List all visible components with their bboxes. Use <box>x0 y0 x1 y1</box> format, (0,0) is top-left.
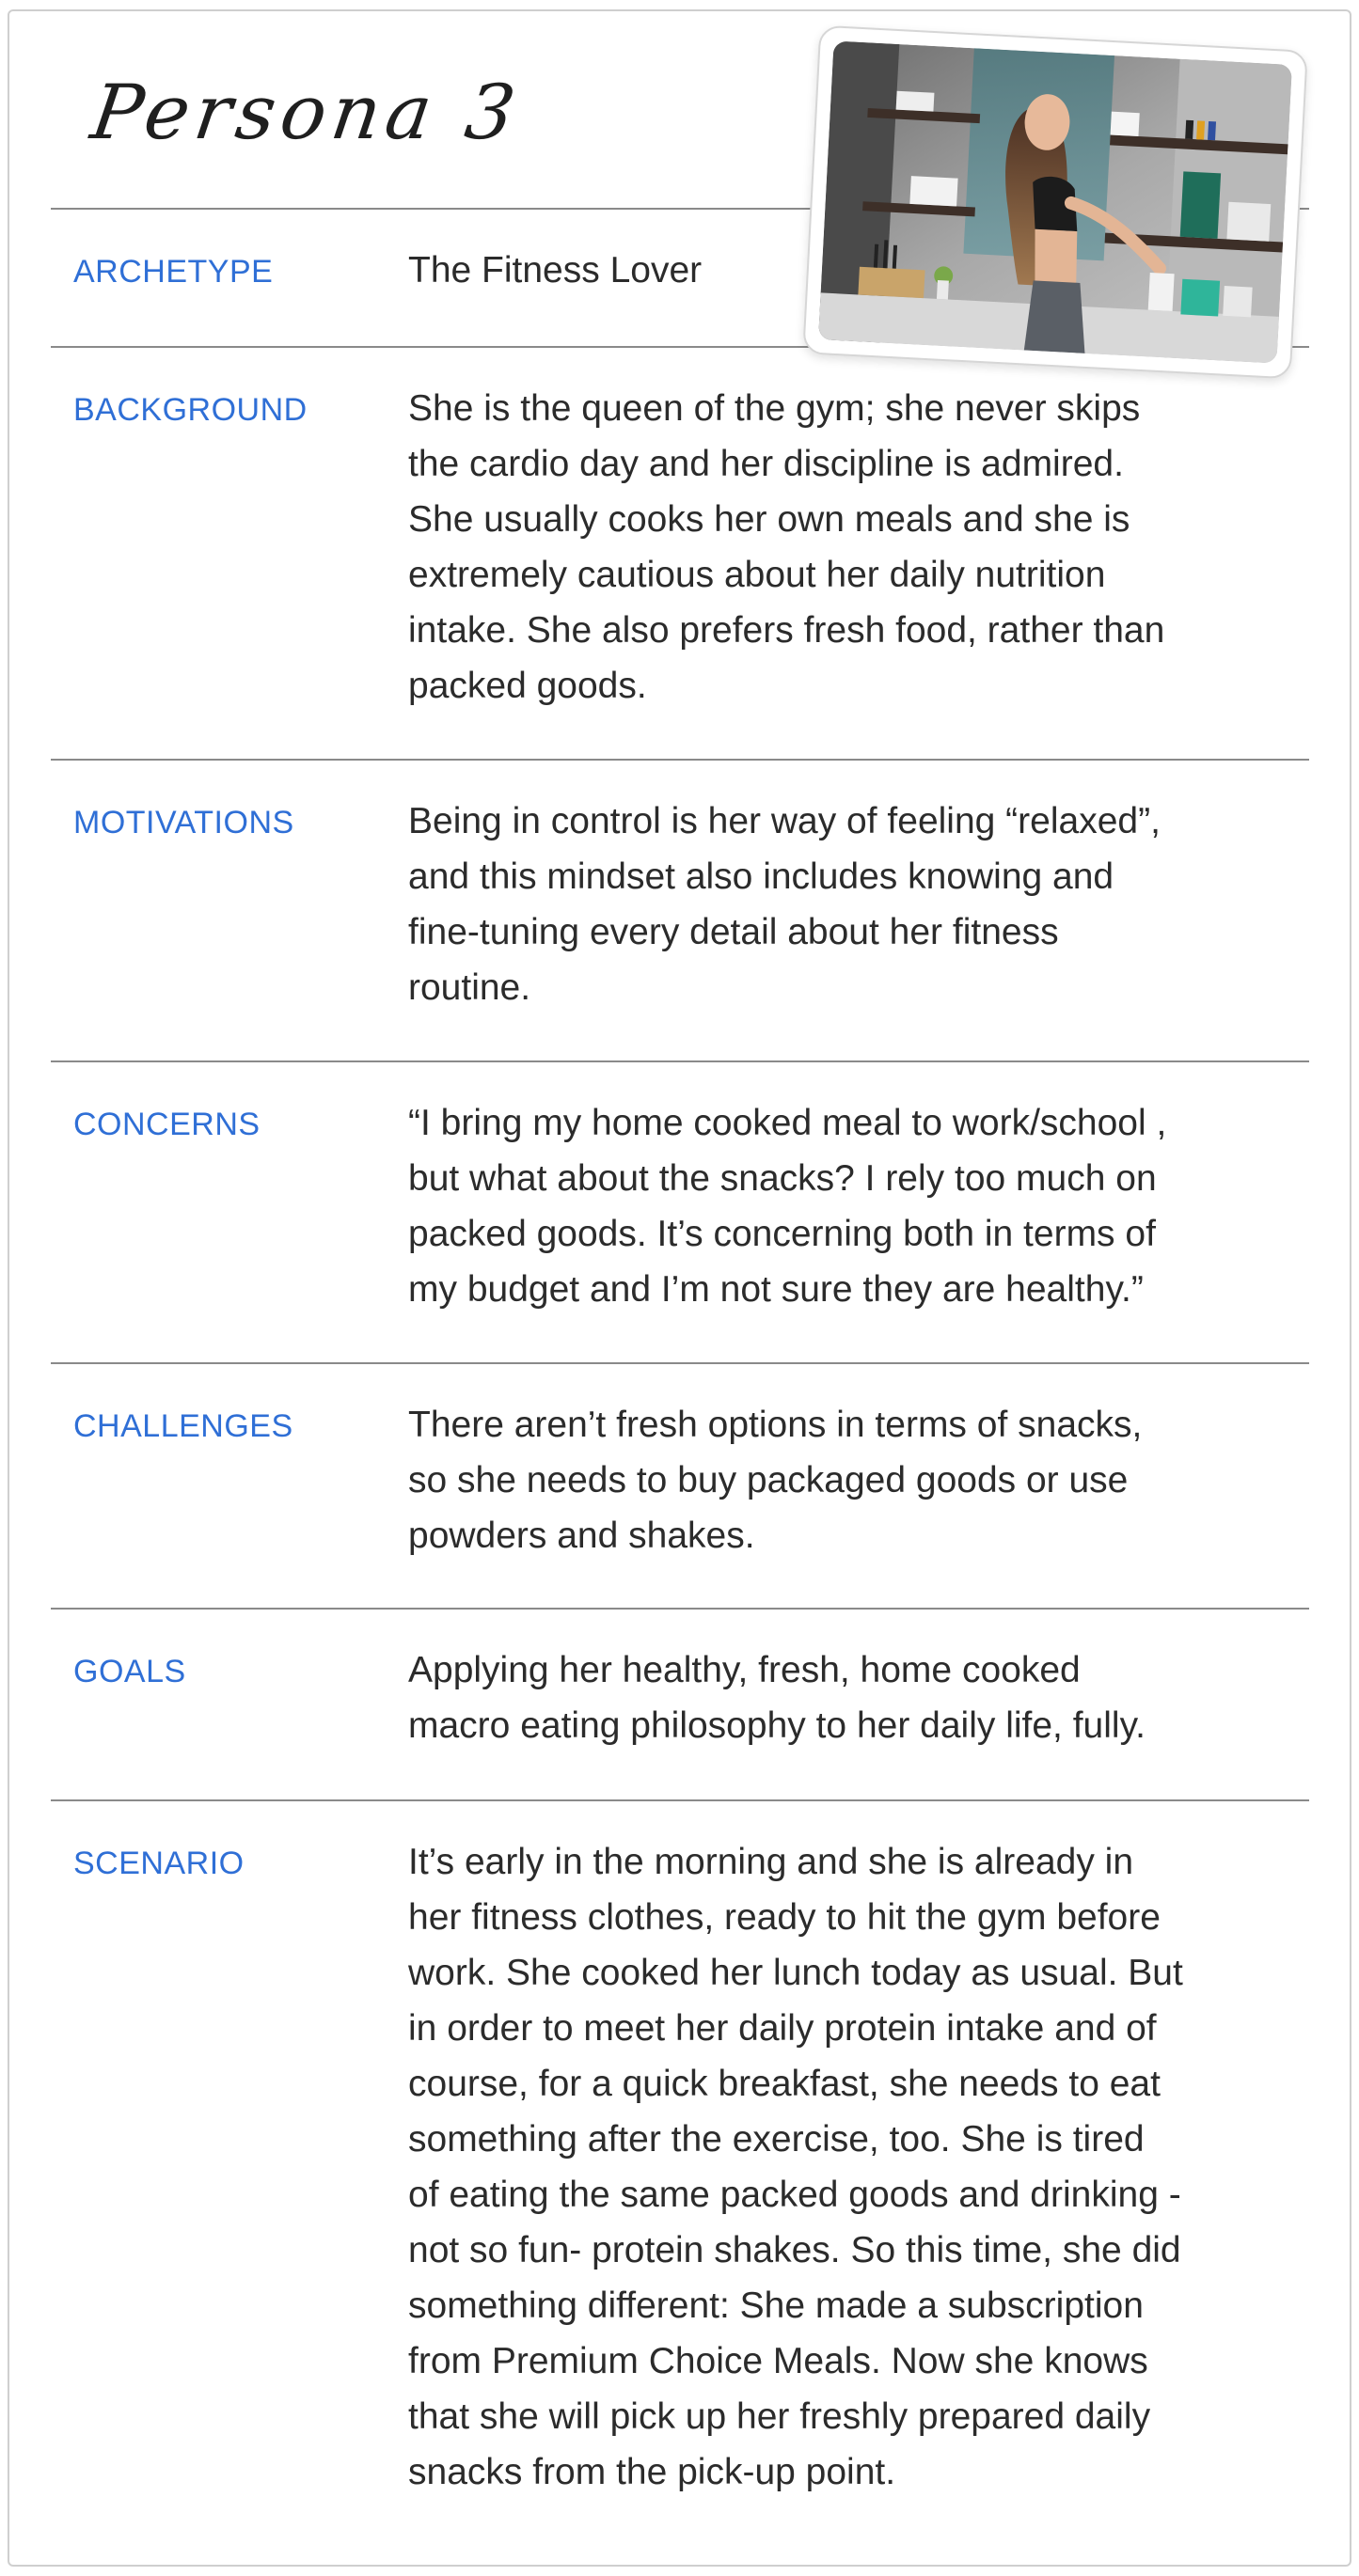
text-line: course, for a quick breakfast, she needs to eat <box>408 2064 1161 2104</box>
text-line: fine-tuning every detail about her fitness <box>408 912 1059 952</box>
text-line: powders and shakes. <box>408 1516 755 1556</box>
text-line: extremely cautious about her daily nutrition <box>408 555 1106 595</box>
text-line: packed goods. It’s concerning both in terms of <box>408 1214 1156 1254</box>
divider <box>51 1060 1309 1062</box>
row-label-challenges: CHALLENGES <box>73 1408 293 1444</box>
text-line: work. She cooked her lunch today as usual. But <box>408 1953 1183 1993</box>
text-line: from Premium Choice Meals. Now she knows <box>408 2341 1148 2381</box>
row-label-scenario: SCENARIO <box>73 1846 245 1881</box>
text-line: that she will pick up her freshly prepared daily <box>408 2396 1151 2437</box>
text-line: the cardio day and her discipline is admired. <box>408 444 1124 484</box>
row-label-concerns: CONCERNS <box>73 1107 261 1142</box>
row-value-motivations <box>408 793 1311 1015</box>
text-line: packed goods. <box>408 666 647 706</box>
text-line: snacks from the pick-up point. <box>408 2452 896 2492</box>
row-label-goals: GOALS <box>73 1654 186 1689</box>
text-line: Applying her healthy, fresh, home cooked <box>408 1650 1081 1690</box>
text-line: There aren’t fresh options in terms of snacks, <box>408 1405 1143 1445</box>
text-line: her fitness clothes, ready to hit the gym before <box>408 1897 1161 1938</box>
row-value-concerns <box>408 1095 1311 1317</box>
text-line: but what about the snacks? I rely too much on <box>408 1158 1157 1199</box>
text-line: my budget and I’m not sure they are healthy.” <box>408 1269 1144 1310</box>
text-line: not so fun- protein shakes. So this time, she did <box>408 2230 1181 2270</box>
text-line: of eating the same packed goods and drinking - <box>408 2175 1181 2215</box>
divider <box>51 1608 1309 1610</box>
text-line: routine. <box>408 967 531 1008</box>
text-line: The Fitness Lover <box>408 250 703 291</box>
row-label-motivations: MOTIVATIONS <box>73 805 294 840</box>
row-value-challenges <box>408 1397 1311 1563</box>
divider <box>51 759 1309 761</box>
text-line: She is the queen of the gym; she never skips <box>408 388 1141 429</box>
woman-in-kitchen-photo-icon <box>818 40 1292 363</box>
divider <box>51 1362 1309 1364</box>
row-label-archetype: ARCHETYPE <box>73 254 274 290</box>
text-line: macro eating philosophy to her daily life, fully. <box>408 1705 1146 1746</box>
text-line: “I bring my home cooked meal to work/school , <box>408 1103 1167 1143</box>
row-value-scenario <box>408 1834 1311 2500</box>
divider <box>51 1799 1309 1801</box>
text-line: something different: She made a subscription <box>408 2285 1144 2326</box>
text-line: Being in control is her way of feeling “relaxed”, <box>408 801 1161 841</box>
row-value-background <box>408 381 1311 714</box>
text-line: in order to meet her daily protein intake and of <box>408 2008 1157 2049</box>
row-label-background: BACKGROUND <box>73 392 308 428</box>
text-line: and this mindset also includes knowing and <box>408 856 1114 897</box>
text-line: She usually cooks her own meals and she is <box>408 499 1130 540</box>
persona-photo-frame <box>802 25 1308 380</box>
text-line: so she needs to buy packaged goods or use <box>408 1460 1129 1500</box>
text-line: It’s early in the morning and she is already in <box>408 1842 1134 1882</box>
persona-title: Persona 3 <box>86 69 527 156</box>
text-line: intake. She also prefers fresh food, rather than <box>408 610 1165 651</box>
row-value-goals <box>408 1642 1311 1753</box>
text-line: something after the exercise, too. She is tired <box>408 2119 1145 2160</box>
